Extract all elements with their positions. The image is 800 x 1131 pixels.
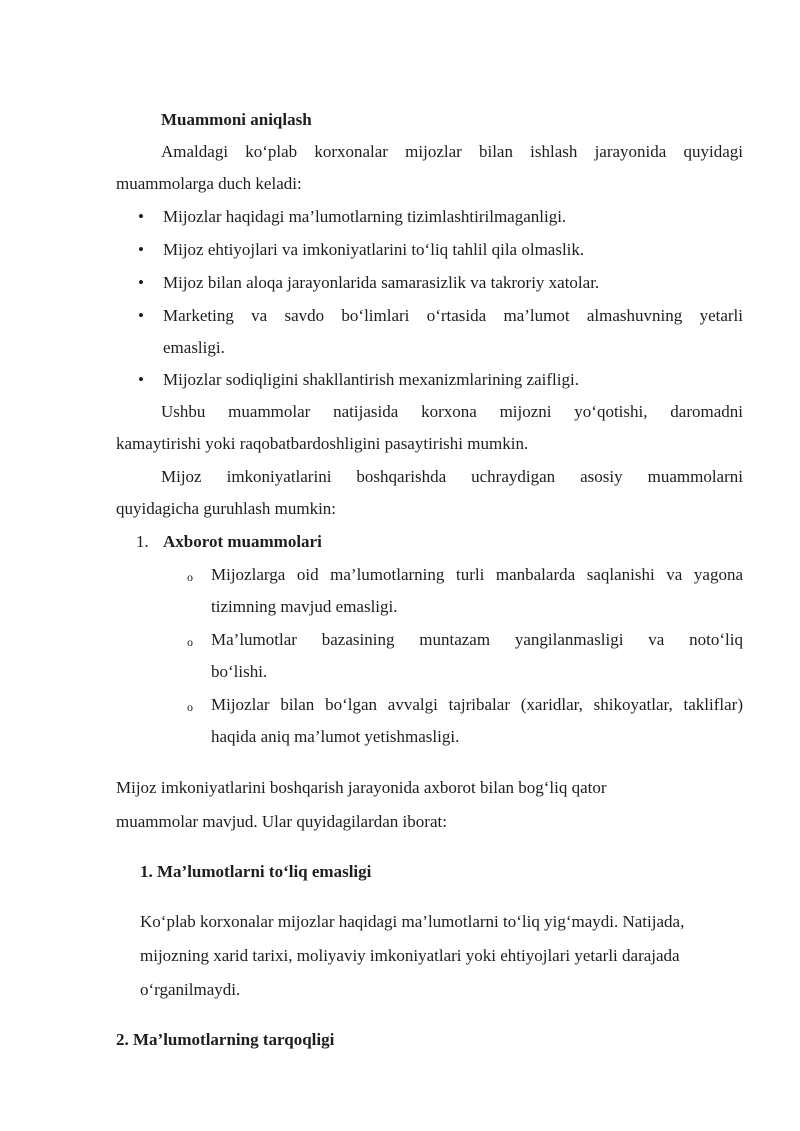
list-item-line-2: emasligi. <box>163 338 225 357</box>
sub-bullet-marker: o <box>187 700 193 714</box>
sub-item-line-2: bo‘lishi. <box>211 662 268 681</box>
info-problems-line-2: muammolar mavjud. Ular quyidagilardan iborat: <box>116 812 447 831</box>
paragraph-line-1: Ushbu muammolar natijasida korxona mijozni yo‘qotishi, daromadni <box>161 402 743 421</box>
sub-item <box>211 624 743 688</box>
intro-paragraph <box>116 136 743 200</box>
list-item: Mijoz bilan aloqa jarayonlarida samarasizlik va takroriy xatolar. <box>163 273 600 292</box>
subheading-2: 2. Ma’lumotlarning tarqoqligi <box>116 1030 335 1049</box>
sub-item-line-1: Ma’lumotlar bazasining muntazam yangilanmasligi va noto‘liq <box>211 630 743 649</box>
bullet-marker: • <box>138 240 144 259</box>
consequence-paragraph <box>116 396 743 460</box>
bullet-marker: • <box>138 207 144 226</box>
incomplete-data-line-2: mijozning xarid tarixi, moliyaviy imkoniyatlari yoki ehtiyojlari yetarli darajada <box>140 946 680 965</box>
bullet-marker: • <box>138 370 144 389</box>
sub-item-line-2: haqida aniq ma’lumot yetishmasligi. <box>211 727 460 746</box>
info-problems-line-1: Mijoz imkoniyatlarini boshqarish jarayonida axborot bilan bog‘liq qator <box>116 778 607 797</box>
paragraph-line-2: quyidagicha guruhlash mumkin: <box>116 499 337 518</box>
list-item <box>163 300 743 364</box>
sub-bullet-marker: o <box>187 635 193 649</box>
paragraph-line-2: kamaytirishi yoki raqobatbardoshligini pasaytirishi mumkin. <box>116 434 529 453</box>
intro-line-2: muammolarga duch keladi: <box>116 174 302 193</box>
incomplete-data-line-1: Ko‘plab korxonalar mijozlar haqidagi ma’lumotlarni to‘liq yig‘maydi. Natijada, <box>140 912 685 931</box>
sub-item <box>211 689 743 753</box>
sub-item-line-2: tizimning mavjud emasligi. <box>211 597 398 616</box>
list-item: Mijozlar haqidagi ma’lumotlarning tizimlashtirilmaganligi. <box>163 207 567 226</box>
incomplete-data-line-3: o‘rganilmaydi. <box>140 980 241 999</box>
list-item: Mijozlar sodiqligini shakllantirish mexanizmlarining zaifligi. <box>163 370 579 389</box>
sub-bullet-marker: o <box>187 570 193 584</box>
section-heading: Muammoni aniqlash <box>161 110 312 129</box>
bullet-marker: • <box>138 273 144 292</box>
sub-item-line-1: Mijozlar bilan bo‘lgan avvalgi tajribalar (xaridlar, shikoyatlar, takliflar) <box>211 695 743 714</box>
grouping-paragraph <box>116 461 743 525</box>
intro-line-1: Amaldagi ko‘plab korxonalar mijozlar bilan ishlash jarayonida quyidagi <box>161 142 743 161</box>
bullet-marker: • <box>138 306 144 325</box>
list-item: Mijoz ehtiyojlari va imkoniyatlarini to‘liq tahlil qila olmaslik. <box>163 240 585 259</box>
sub-item-line-1: Mijozlarga oid ma’lumotlarning turli manbalarda saqlanishi va yagona <box>211 565 743 584</box>
list-number: 1. <box>136 532 149 551</box>
list-item-line-1: Marketing va savdo bo‘limlari o‘rtasida ma’lumot almashuvning yetarli <box>163 306 743 325</box>
list-title: Axborot muammolari <box>163 532 322 551</box>
paragraph-line-1: Mijoz imkoniyatlarini boshqarishda uchraydigan asosiy muammolarni <box>161 467 743 486</box>
sub-item <box>211 559 743 623</box>
subheading-1: 1. Ma’lumotlarni to‘liq emasligi <box>140 862 372 881</box>
